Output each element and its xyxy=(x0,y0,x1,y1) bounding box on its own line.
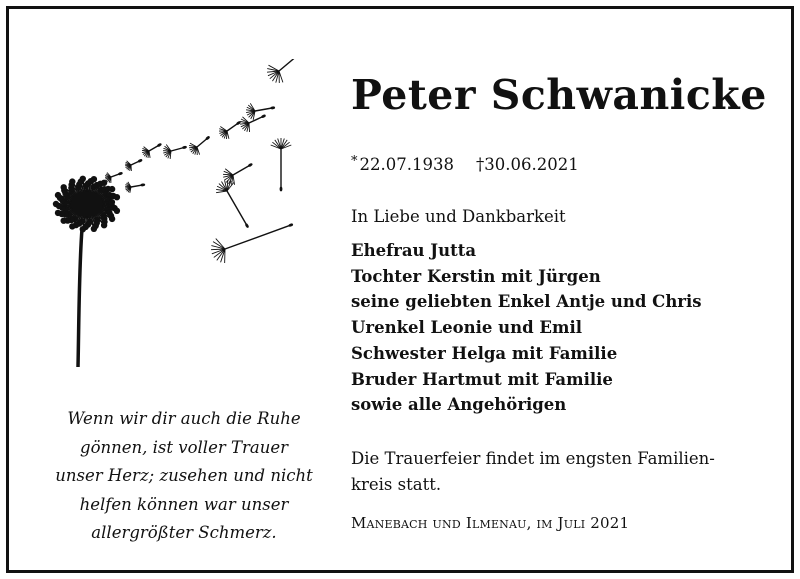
birth-symbol: * xyxy=(351,154,358,169)
mourner-line: Ehefrau Jutta xyxy=(351,241,477,260)
obituary-frame xyxy=(6,6,794,573)
poem-line: unser Herz; zusehen und nicht xyxy=(55,466,313,485)
life-dates xyxy=(351,154,579,174)
mourner-line: Schwester Helga mit Familie xyxy=(351,343,618,363)
mourner-line: sowie alle Angehörigen xyxy=(351,395,567,415)
mourner-line: Urenkel Leonie und Emil xyxy=(351,318,582,338)
mourner-line: Bruder Hartmut mit Familie xyxy=(351,369,613,389)
death-symbol: † xyxy=(475,155,485,174)
mourner-line: Tochter Kerstin mit Jürgen xyxy=(351,266,601,286)
place-and-date: Manebach und Ilmenau, im Juli 2021 xyxy=(351,514,630,532)
dandelion-icon xyxy=(49,59,319,379)
poem-line: allergrößter Schmerz. xyxy=(91,523,277,542)
mourner-line: seine geliebten Enkel Antje und Chris xyxy=(351,292,702,312)
death-date: 30.06.2021 xyxy=(484,155,579,174)
dedication-line: In Liebe und Dankbarkeit xyxy=(351,207,566,226)
notice-line: kreis statt. xyxy=(351,474,442,494)
poem-line: gönnen, ist voller Trauer xyxy=(80,437,288,457)
birth-date: 22.07.1938 xyxy=(359,155,454,174)
deceased-name: Peter Schwanicke xyxy=(351,71,767,119)
memorial-poem xyxy=(39,405,329,548)
poem-line: helfen können war unser xyxy=(79,494,289,514)
poem-line: Wenn wir dir auch die Ruhe xyxy=(67,409,301,428)
funeral-notice xyxy=(351,446,715,497)
mourners-list xyxy=(351,238,702,418)
notice-line: Die Trauerfeier findet im engsten Familien- xyxy=(351,449,715,468)
